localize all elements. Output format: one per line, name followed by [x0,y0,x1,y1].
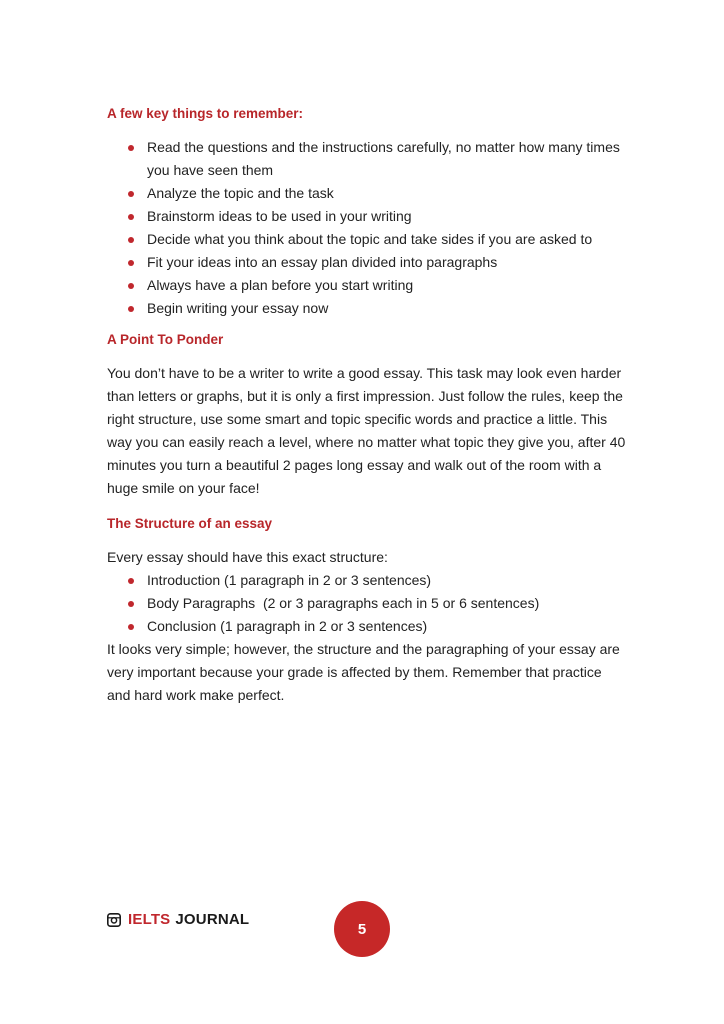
bullet-icon [128,191,134,197]
list-item: Analyze the topic and the task [126,182,627,205]
bullet-icon [128,214,134,220]
structure-list [107,569,627,638]
ponder-paragraph: You don’t have to be a writer to write a good essay. This task may look even harder than letters or graphs, but it is only a first impression. Just follow the rules, keep the right structure, use some smart and topic specific words and practice a little. This way you can easily reach a level, where no matter what topic they give you, after 40 minutes you turn a beautiful 2 pages long essay and walk out of the room with a huge smile on your face! [107,365,626,496]
page-content [107,104,627,707]
list-item: Read the questions and the instructions carefully, no matter how many times you have seen them [126,136,627,182]
heading-key-things: A few key things to remember: [107,106,304,121]
list-item: Introduction (1 paragraph in 2 or 3 sentences) [126,569,627,592]
bullet-icon [128,283,134,289]
list-item: Body Paragraphs (2 or 3 paragraphs each in 5 or 6 sentences) [126,592,627,615]
bullet-icon [128,578,134,584]
key-things-list [107,136,627,320]
bullet-icon [128,260,134,266]
list-item: Brainstorm ideas to be used in your writing [126,205,627,228]
heading-structure: The Structure of an essay [107,516,273,531]
bullet-icon [128,624,134,630]
structure-intro: Every essay should have this exact structure: [107,549,388,565]
bullet-icon [128,601,134,607]
heading-point-to-ponder: A Point To Ponder [107,332,224,347]
instagram-style-icon [107,913,121,927]
closing-paragraph: It looks very simple; however, the structure and the paragraphing of your essay are very important because your grade is affected by them. Remember that practice and hard work make perfect. [107,641,620,703]
list-item: Always have a plan before you start writing [126,274,627,297]
list-item: Fit your ideas into an essay plan divided into paragraphs [126,251,627,274]
bullet-icon [128,145,134,151]
ielts-journal-logo [107,911,249,928]
bullet-icon [128,237,134,243]
page-number-badge: 5 [334,901,390,957]
list-item: Begin writing your essay now [126,297,627,320]
brand-ielts: IELTS [128,911,171,928]
brand-journal: JOURNAL [175,911,250,928]
list-item: Decide what you think about the topic and take sides if you are asked to [126,228,627,251]
list-item: Conclusion (1 paragraph in 2 or 3 sentences) [126,615,627,638]
bullet-icon [128,306,134,312]
